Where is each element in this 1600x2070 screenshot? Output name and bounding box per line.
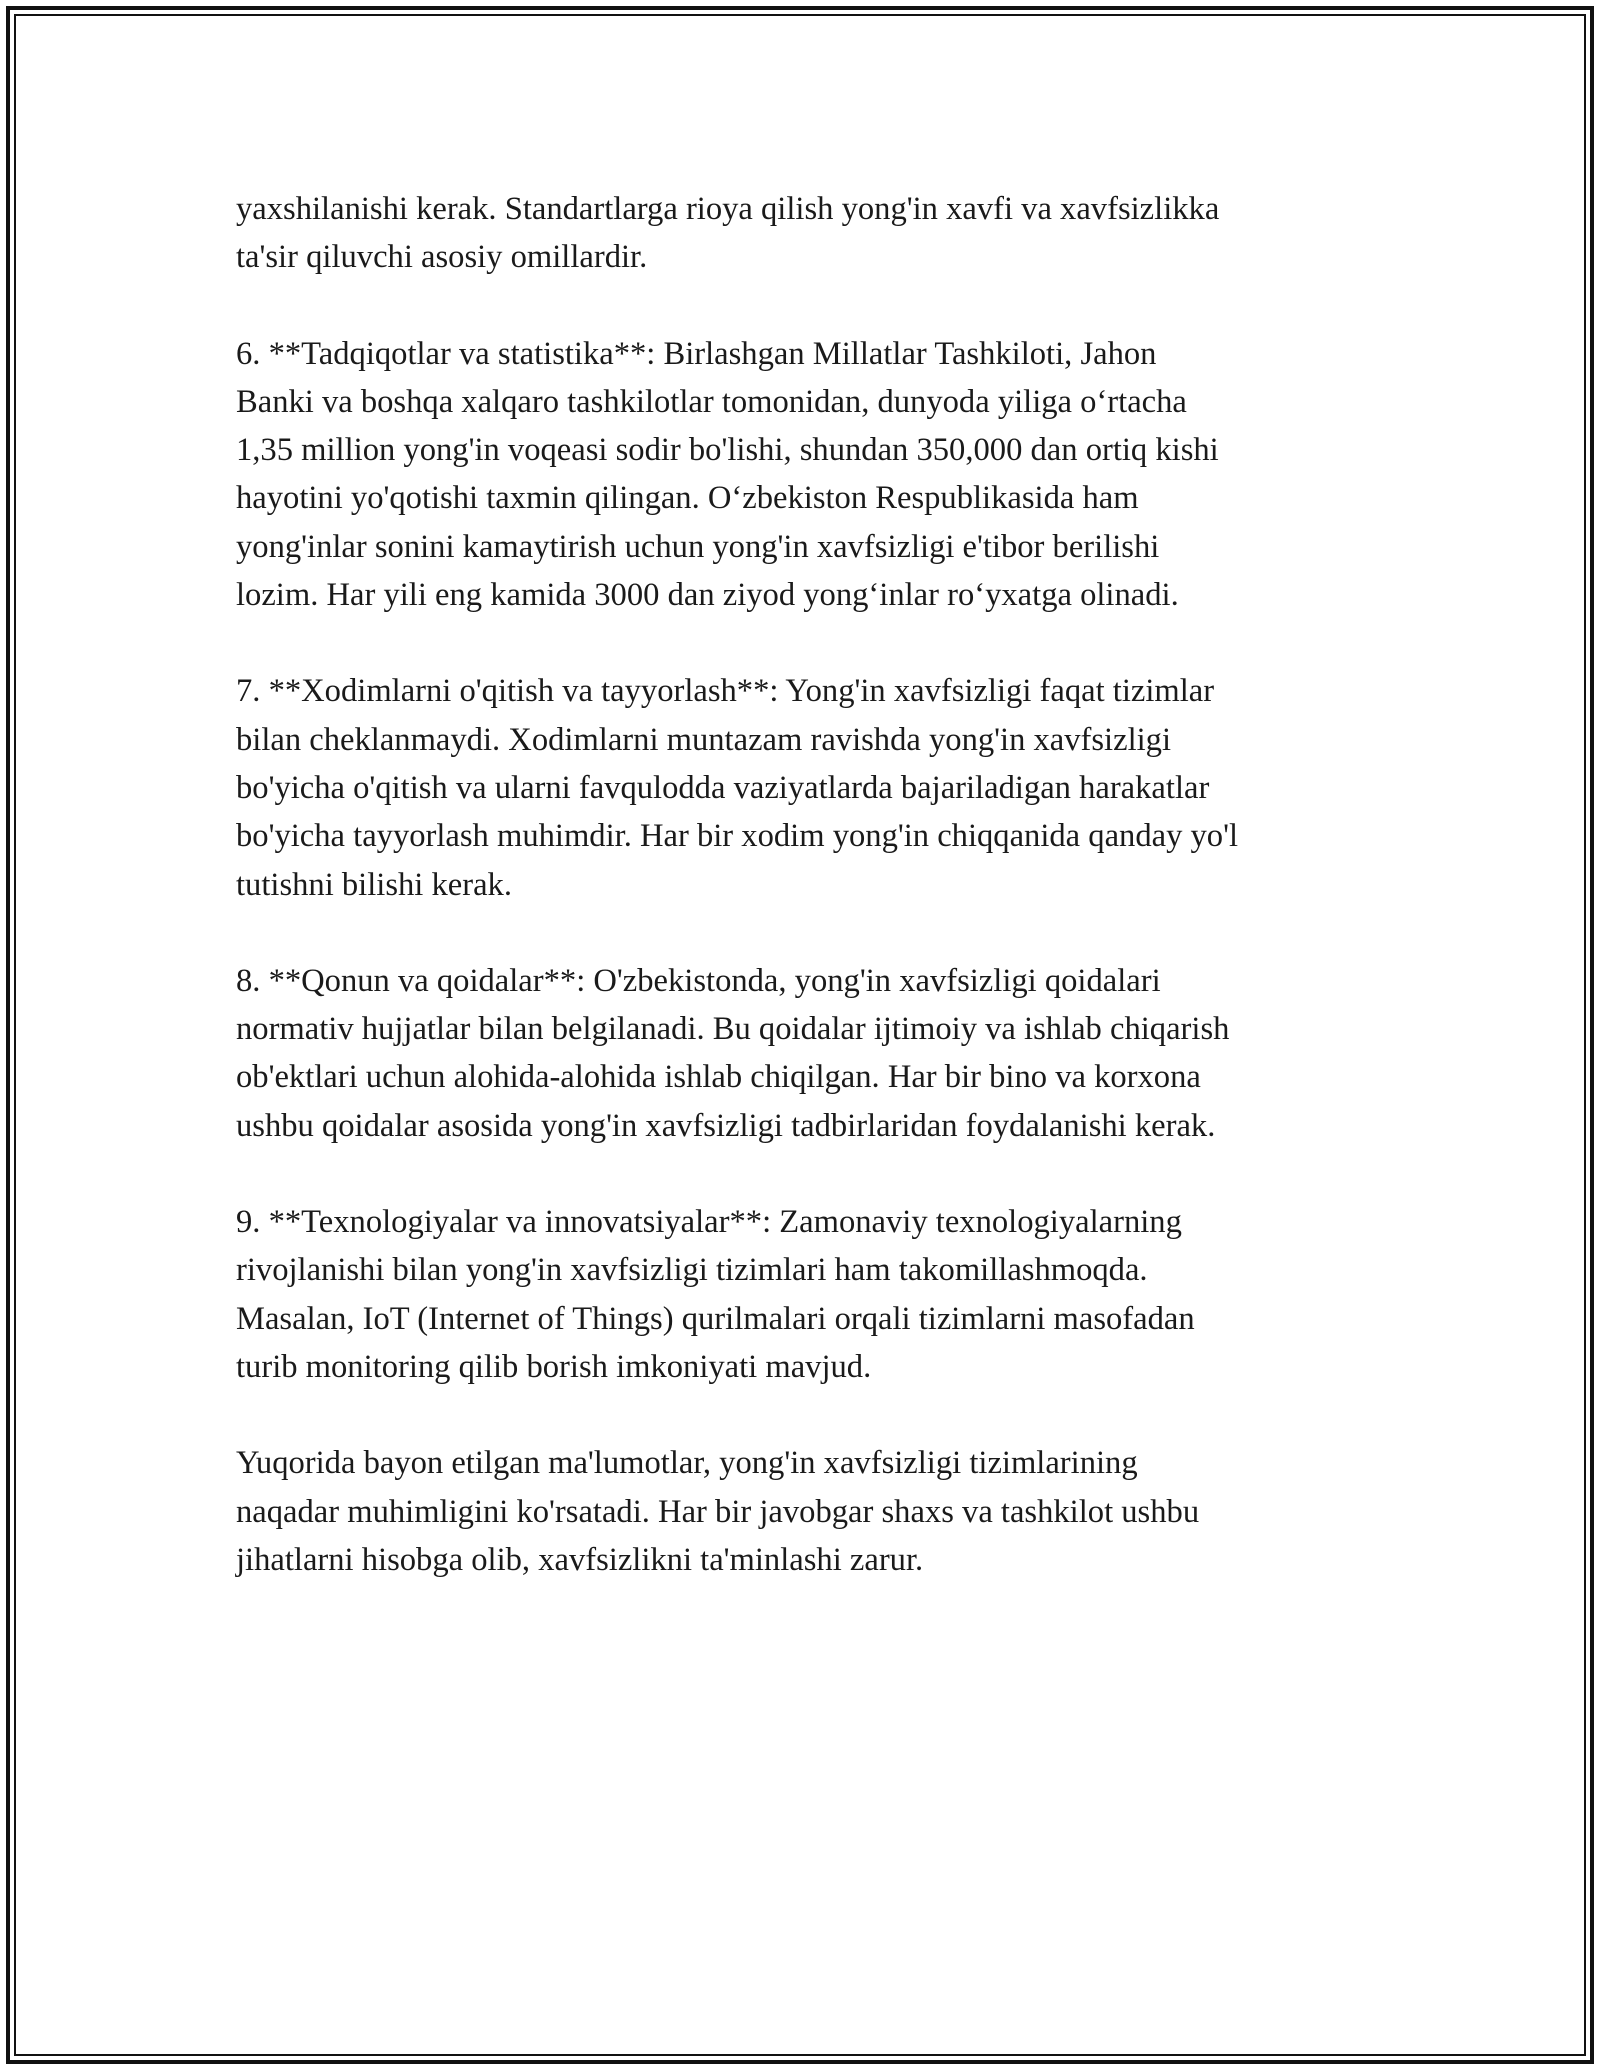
text-line: 7. **Xodimlarni o'qitish va tayyorlash**: Yong'in xavfsizligi faqat tizimlar (236, 673, 1215, 710)
text-line: tutishni bilishi kerak. (236, 866, 512, 903)
text-line: bo'yicha o'qitish va ularni favqulodda vaziyatlarda bajariladigan harakatlar (236, 769, 1210, 806)
text-line: ob'ektlari uchun alohida-alohida ishlab chiqilgan. Har bir bino va korxona (236, 1059, 1201, 1096)
text-line: yong'inlar sonini kamaytirish uchun yong'in xavfsizligi e'tibor berilishi (236, 528, 1160, 565)
text-line: 1,35 million yong'in voqeasi sodir bo'lishi, shundan 350,000 dan ortiq kishi (236, 432, 1219, 469)
text-line: hayotini yo'qotishi taxmin qilingan. O‘zbekiston Respublikasida ham (236, 480, 1139, 517)
paragraph-continuation (236, 185, 1386, 282)
text-line: 9. **Texnologiyalar va innovatsiyalar**: Zamonaviy texnologiyalarning (236, 1204, 1182, 1241)
text-line: yaxshilanishi kerak. Standartlarga rioya qilish yong'in xavfi va xavfsizlikka (236, 191, 1220, 227)
document-body (236, 185, 1386, 1632)
text-line: rivojlanishi bilan yong'in xavfsizligi tizimlari ham takomillashmoqda. (236, 1252, 1148, 1289)
text-line: Yuqorida bayon etilgan ma'lumotlar, yong'in xavfsizligi tizimlarining (236, 1445, 1138, 1482)
paragraph-staff-training (236, 667, 1386, 908)
paragraph-conclusion (236, 1439, 1386, 1584)
text-line: bilan cheklanmaydi. Xodimlarni muntazam ravishda yong'in xavfsizligi (236, 721, 1172, 758)
paragraph-technologies-innovations (236, 1198, 1386, 1391)
text-line: Masalan, IoT (Internet of Things) qurilmalari orqali tizimlarni masofadan (236, 1300, 1195, 1337)
text-line: normativ hujjatlar bilan belgilanadi. Bu qoidalar ijtimoiy va ishlab chiqarish (236, 1011, 1230, 1048)
text-line: ushbu qoidalar asosida yong'in xavfsizligi tadbirlaridan foydalanishi kerak. (236, 1107, 1216, 1144)
text-line: naqadar muhimligini ko'rsatadi. Har bir javobgar shaxs va tashkilot ushbu (236, 1493, 1200, 1530)
text-line: 6. **Tadqiqotlar va statistika**: Birlashgan Millatlar Tashkiloti, Jahon (236, 335, 1157, 372)
text-line: lozim. Har yili eng kamida 3000 dan ziyod yong‘inlar ro‘yxatga olinadi. (236, 577, 1179, 614)
paragraph-research-statistics (236, 330, 1386, 620)
text-line: turib monitoring qilib borish imkoniyati mavjud. (236, 1348, 872, 1385)
text-line: bo'yicha tayyorlash muhimdir. Har bir xodim yong'in chiqqanida qanday yo'l (236, 818, 1238, 855)
text-line: Banki va boshqa xalqaro tashkilotlar tomonidan, dunyoda yiliga o‘rtacha (236, 383, 1187, 420)
text-line: 8. **Qonun va qoidalar**: O'zbekistonda, yong'in xavfsizligi qoidalari (236, 962, 1161, 999)
paragraph-laws-rules (236, 957, 1386, 1150)
text-line: jihatlarni hisobga olib, xavfsizlikni ta'minlashi zarur. (236, 1541, 924, 1578)
text-line: ta'sir qiluvchi asosiy omillardir. (236, 239, 648, 276)
